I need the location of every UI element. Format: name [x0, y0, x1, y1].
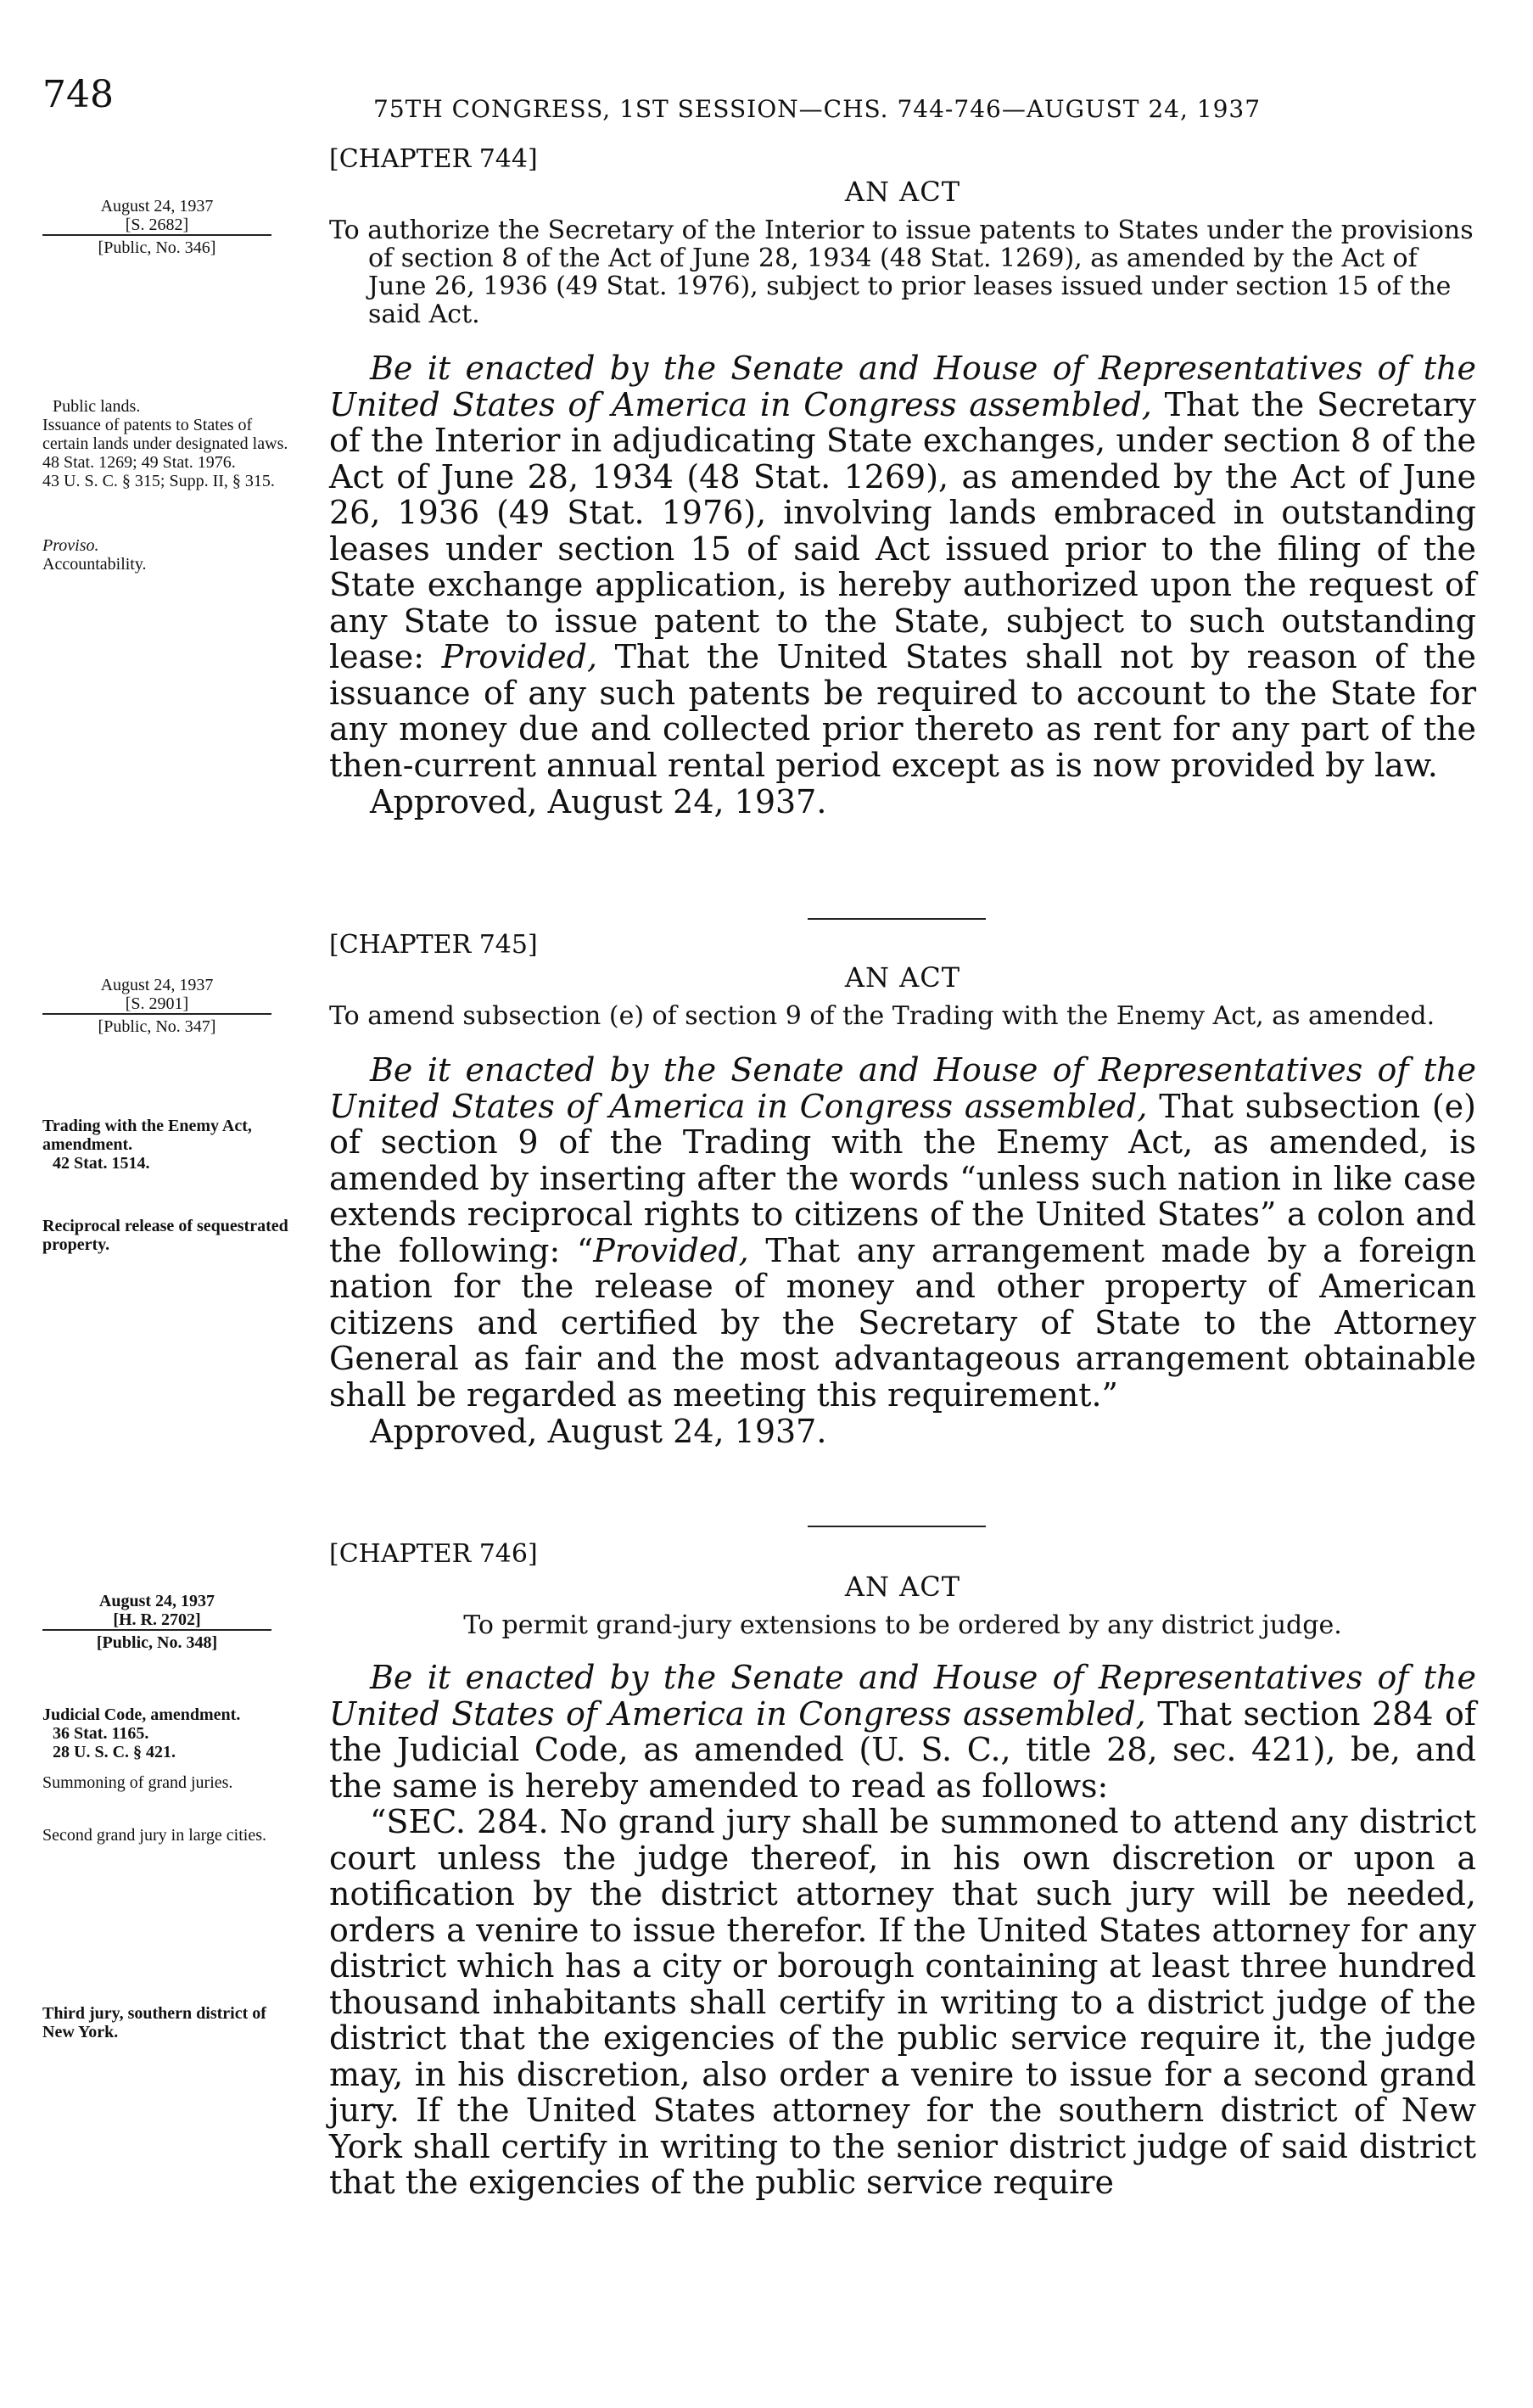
sidenote-topic: Accountability.: [42, 555, 147, 574]
margin-bill-number: [H. R. 2702]: [113, 1610, 201, 1629]
margin-public-law: [Public, No. 347]: [42, 1013, 271, 1037]
section-divider: [808, 1526, 986, 1527]
sidenote-citation: 48 Stat. 1269; 49 Stat. 1976.: [42, 453, 236, 472]
act-title: To permit grand-jury extensions to be ordered by any district judge.: [463, 1610, 1342, 1640]
page-number: 748: [42, 73, 114, 116]
margin-notes-ch745: [42, 976, 288, 1037]
body-text: That the Secretary of the Interior in adjudicating State exchanges, under section 8 of the Act of June 28, 1934 (48 Stat. 1269), as amended by the Act of June 26, 1936 (49 Stat. 1976), involving lands embraced in outstanding leases under section 15 of said Act issued prior to the filing of the State exchange application, is hereby authorized upon the request of any State to issue patent to the State, subject to such outstanding lease:: [329, 385, 1476, 675]
act-heading: AN ACT: [844, 961, 961, 994]
margin-bill-number: [S. 2682]: [125, 216, 189, 234]
section-divider: [808, 918, 986, 920]
sidenote-topic: Summoning of grand juries.: [42, 1773, 233, 1792]
margin-bill-number: [S. 2901]: [125, 994, 189, 1013]
sidenote-subject: Public lands.: [53, 397, 141, 416]
sidenote-topic: Issuance of patents to States of certain lands under designated laws.: [42, 416, 288, 453]
margin-date: August 24, 1937: [98, 1592, 215, 1610]
margin-public-law: [Public, No. 346]: [42, 234, 271, 258]
sidenote-citation: 28 U. S. C. § 421.: [53, 1743, 176, 1761]
sidenote-citation: 42 Stat. 1514.: [53, 1154, 150, 1173]
proviso-word: Provided,: [593, 1231, 749, 1269]
margin-notes-ch744: [42, 197, 288, 258]
body-text: That the United States shall not by reason of the issuance of any such patents be required to account to the State for any money due and collected prior thereto as rent for any part of the then-current annual rental period except as is now provided by law.: [329, 638, 1476, 784]
act-title: To authorize the Secretary of the Interior to issue patents to States under the provisions of section 8 of the Act of June 28, 1934 (48 Stat. 1269), as amended by the Act of June 26, 1936 (49 Stat. 1976), subject to prior leases issued under section 15 of the said Act.: [329, 216, 1474, 329]
act-heading: AN ACT: [844, 176, 961, 208]
chapter-746: [329, 1539, 1476, 2201]
enacting-clause: Be it enacted by the Senate and House of Representatives of the United States of America in Congress assembled,: [329, 1051, 1476, 1125]
sidenote-topic: Second grand jury in large cities.: [42, 1826, 267, 1845]
margin-notes-ch746: [42, 1592, 288, 1653]
chapter-745: [329, 930, 1476, 1450]
enacting-clause: Be it enacted by the Senate and House of Representatives of the United States of America in Congress assembled,: [329, 1659, 1476, 1733]
act-body: [329, 1052, 1476, 1413]
sidenote-topic: Reciprocal release of sequestrated property.: [42, 1217, 288, 1254]
sidenote-topic: Trading with the Enemy Act, amendment.: [42, 1117, 252, 1154]
act-heading: AN ACT: [844, 1571, 961, 1603]
body-text: That subsection (e) of section 9 of the Trading with the Enemy Act, as amended, is amended by inserting after the words “unless such nation in like case extends reciprocal rights to citizens of the United States” a colon and the following: “: [329, 1087, 1476, 1269]
act-body: [329, 1660, 1476, 1804]
running-head: 75TH CONGRESS, 1ST SESSION—CHS. 744-746—AUGUST 24, 1937: [373, 95, 1262, 123]
sidenote-citation: 43 U. S. C. § 315; Supp. II, § 315.: [42, 472, 275, 490]
approval-line: Approved, August 24, 1937.: [370, 783, 827, 820]
sidenote-citation: 36 Stat. 1165.: [53, 1724, 149, 1743]
enacting-clause: Be it enacted by the Senate and House of Representatives of the United States of America in Congress assembled,: [329, 350, 1476, 423]
sidenote-proviso: Proviso.: [42, 536, 99, 555]
sidenote-topic: Third jury, southern district of New York.: [42, 2004, 266, 2041]
act-title: To amend subsection (e) of section 9 of the Trading with the Enemy Act, as amended.: [329, 1001, 1435, 1031]
margin-date: August 24, 1937: [100, 197, 214, 216]
proviso-word: Provided,: [441, 638, 598, 675]
margin-public-law: [Public, No. 348]: [42, 1629, 271, 1653]
margin-sidenotes-ch745: [42, 1117, 288, 1254]
margin-sidenotes-ch746: [42, 1705, 288, 2041]
approval-line: Approved, August 24, 1937.: [370, 1413, 827, 1450]
margin-date: August 24, 1937: [100, 976, 214, 994]
body-text: That section 284 of the Judicial Code, as amended (U. S. C., title 28, sec. 421), be, and the same is hereby amended to read as follows:: [329, 1694, 1476, 1805]
margin-sidenotes-ch744: [42, 397, 288, 574]
quoted-section: “SEC. 284. No grand jury shall be summoned to attend any district court unless the judge thereof, in his own discretion or upon a notification by the district attorney that such jury will be needed, orders a venire to issue therefor. If the United States attorney for any district which has a city or borough containing at least three hundred thousand inhabitants shall certify in writing to a district judge of the district that the exigencies of the public service require it, the judge may, in his discretion, also order a venire to issue for a second grand jury. If the United States attorney for the southern district of New York shall certify in writing to the senior district judge of said district that the exigencies of the public service require: [329, 1803, 1476, 2201]
chapter-heading: [CHAPTER 744]: [329, 144, 538, 174]
sidenote-topic: Judicial Code, amendment.: [42, 1705, 241, 1724]
chapter-heading: [CHAPTER 745]: [329, 930, 538, 960]
body-text: That any arrangement made by a foreign nation for the release of money and other property of American citizens and certified by the Secretary of State to the Attorney General as fair and the most advantageous arrangement obtainable shall be regarded as meeting this requirement.”: [329, 1231, 1476, 1414]
act-body: [329, 350, 1476, 783]
chapter-heading: [CHAPTER 746]: [329, 1539, 538, 1569]
chapter-744: [329, 144, 1476, 820]
